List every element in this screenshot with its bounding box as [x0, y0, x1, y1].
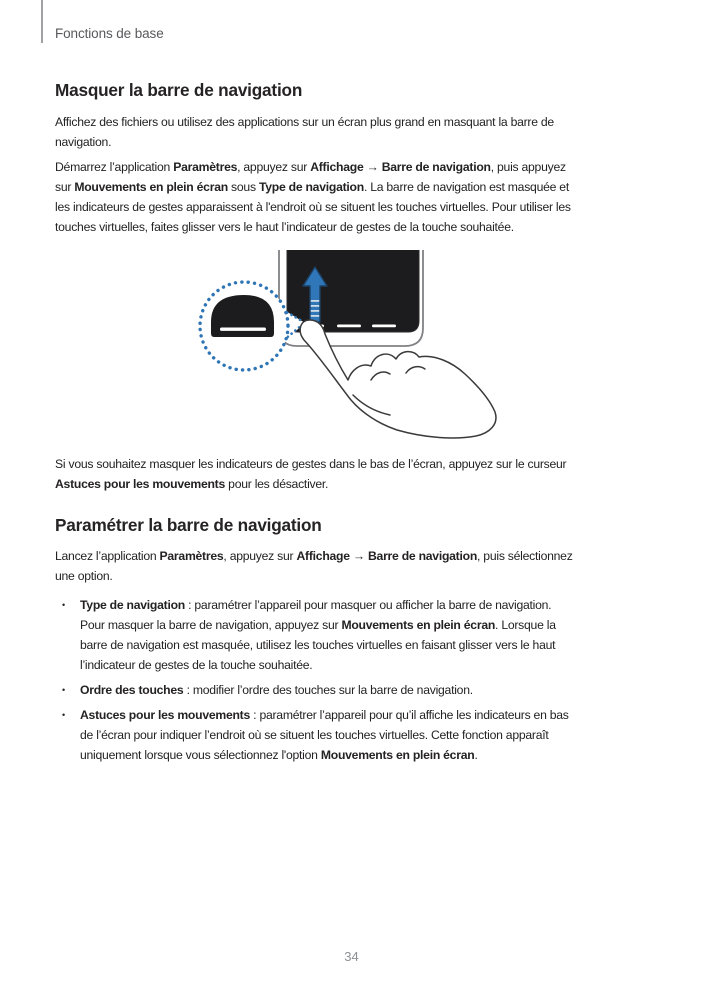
text-run: uniquement lorsque vous sélectionnez l'option: [80, 748, 321, 762]
text-run: Pour masquer la barre de navigation, appuyez sur: [80, 618, 342, 632]
paragraph: [55, 112, 667, 152]
paragraph: [55, 454, 667, 494]
header-rule: [41, 0, 43, 43]
chapter-title: Fonctions de base: [55, 26, 164, 41]
text-run: , appuyez sur: [223, 549, 297, 563]
section-heading-masquer: Masquer la barre de navigation: [55, 80, 303, 100]
text-run: pour les désactiver.: [225, 477, 329, 491]
text-run: une option.: [55, 569, 113, 583]
text-run: l’indicateur de gestes de la touche souhaitée.: [80, 658, 313, 672]
bullet-icon: •: [62, 710, 65, 720]
text-run-bold: Astuces pour les mouvements: [80, 708, 251, 722]
text-run: Démarrez l’application: [55, 160, 174, 174]
text-line: [55, 112, 667, 132]
text-run-bold: Paramètres: [173, 160, 238, 174]
bullet-icon: •: [62, 600, 65, 610]
page-number: 34: [344, 949, 359, 964]
text-line: [55, 217, 667, 237]
text-run: , appuyez sur: [237, 160, 311, 174]
text-run: sur: [55, 180, 75, 194]
text-run-bold: Type de navigation: [258, 180, 364, 194]
paragraph: [55, 546, 667, 586]
text-line: [55, 132, 667, 152]
text-line: [55, 546, 667, 566]
text-run: barre de navigation est masquée, utilisez les touches virtuelles en faisant glisser vers le haut: [80, 638, 556, 652]
text-run-bold: Barre de navigation: [381, 160, 491, 174]
text-line: [80, 745, 670, 765]
text-line: [55, 474, 667, 494]
text-run: , puis sélectionnez: [477, 549, 573, 563]
text-run-bold: Mouvements en plein écran: [74, 180, 228, 194]
text-line: [55, 157, 667, 177]
text-run: les indicateurs de gestes apparaissent à l'endroit où se situent les touches virtuelles. Pour utiliser les: [55, 200, 571, 214]
text-run: sous: [227, 180, 259, 194]
text-line: [80, 705, 670, 725]
list-item-type-de-navigation: [62, 595, 670, 675]
text-run: .: [474, 748, 478, 762]
text-run: navigation.: [55, 135, 112, 149]
list-item-ordre-des-touches: [62, 680, 670, 700]
text-line: [55, 197, 667, 217]
text-run-bold: Paramètres: [159, 549, 224, 563]
text-run: . Lorsque la: [495, 618, 556, 632]
text-run: Lancez l’application: [55, 549, 160, 563]
text-run-bold: Mouvements en plein écran: [341, 618, 496, 632]
magnified-gesture-indicator: [220, 328, 266, 331]
text-run-bold: Ordre des touches: [80, 683, 184, 697]
text-line: [80, 655, 670, 675]
phone-gesture-illustration: [193, 250, 533, 442]
text-line: [80, 680, 670, 700]
text-run: touches virtuelles, faites glisser vers le haut l’indicateur de gestes de la touche souhaitée.: [55, 220, 514, 234]
text-run: Si vous souhaitez masquer les indicateurs de gestes dans le bas de l’écran, appuyez sur le curseur: [55, 457, 567, 471]
list-item-astuces-mouvements: [62, 705, 670, 765]
text-run: , puis appuyez: [490, 160, 566, 174]
arrow-glyph: →: [349, 549, 368, 563]
arrow-glyph: →: [363, 160, 382, 174]
text-line: [55, 177, 667, 197]
text-run: . La barre de navigation est masquée et: [363, 180, 569, 194]
paragraph: [55, 157, 667, 237]
text-run-bold: Affichage: [310, 160, 364, 174]
text-run-bold: Affichage: [296, 549, 350, 563]
bullet-icon: •: [62, 685, 65, 695]
section-heading-parametrer: Paramétrer la barre de navigation: [55, 515, 322, 535]
text-line: [55, 566, 667, 586]
text-run: Affichez des fichiers ou utilisez des applications sur un écran plus grand en masquant la barre de: [55, 115, 554, 129]
gesture-indicator-3: [372, 325, 396, 328]
gesture-indicator-2: [337, 325, 361, 328]
text-line: [80, 615, 670, 635]
text-run: de l’écran pour indiquer l’endroit où se situent les touches virtuelles. Cette fonction apparaît: [80, 728, 549, 742]
text-run-bold: Type de navigation: [80, 598, 185, 612]
text-run-bold: Barre de navigation: [367, 549, 478, 563]
text-run: : paramétrer l’appareil pour masquer ou afficher la barre de navigation.: [184, 598, 552, 612]
text-run: : modifier l’ordre des touches sur la barre de navigation.: [183, 683, 473, 697]
text-run-bold: Astuces pour les mouvements: [55, 477, 226, 491]
text-line: [80, 725, 670, 745]
text-line: [80, 595, 670, 615]
text-line: [80, 635, 670, 655]
text-line: [55, 454, 667, 474]
text-run: : paramétrer l’appareil pour qu’il affiche les indicateurs en bas: [250, 708, 569, 722]
text-run-bold: Mouvements en plein écran: [320, 748, 475, 762]
